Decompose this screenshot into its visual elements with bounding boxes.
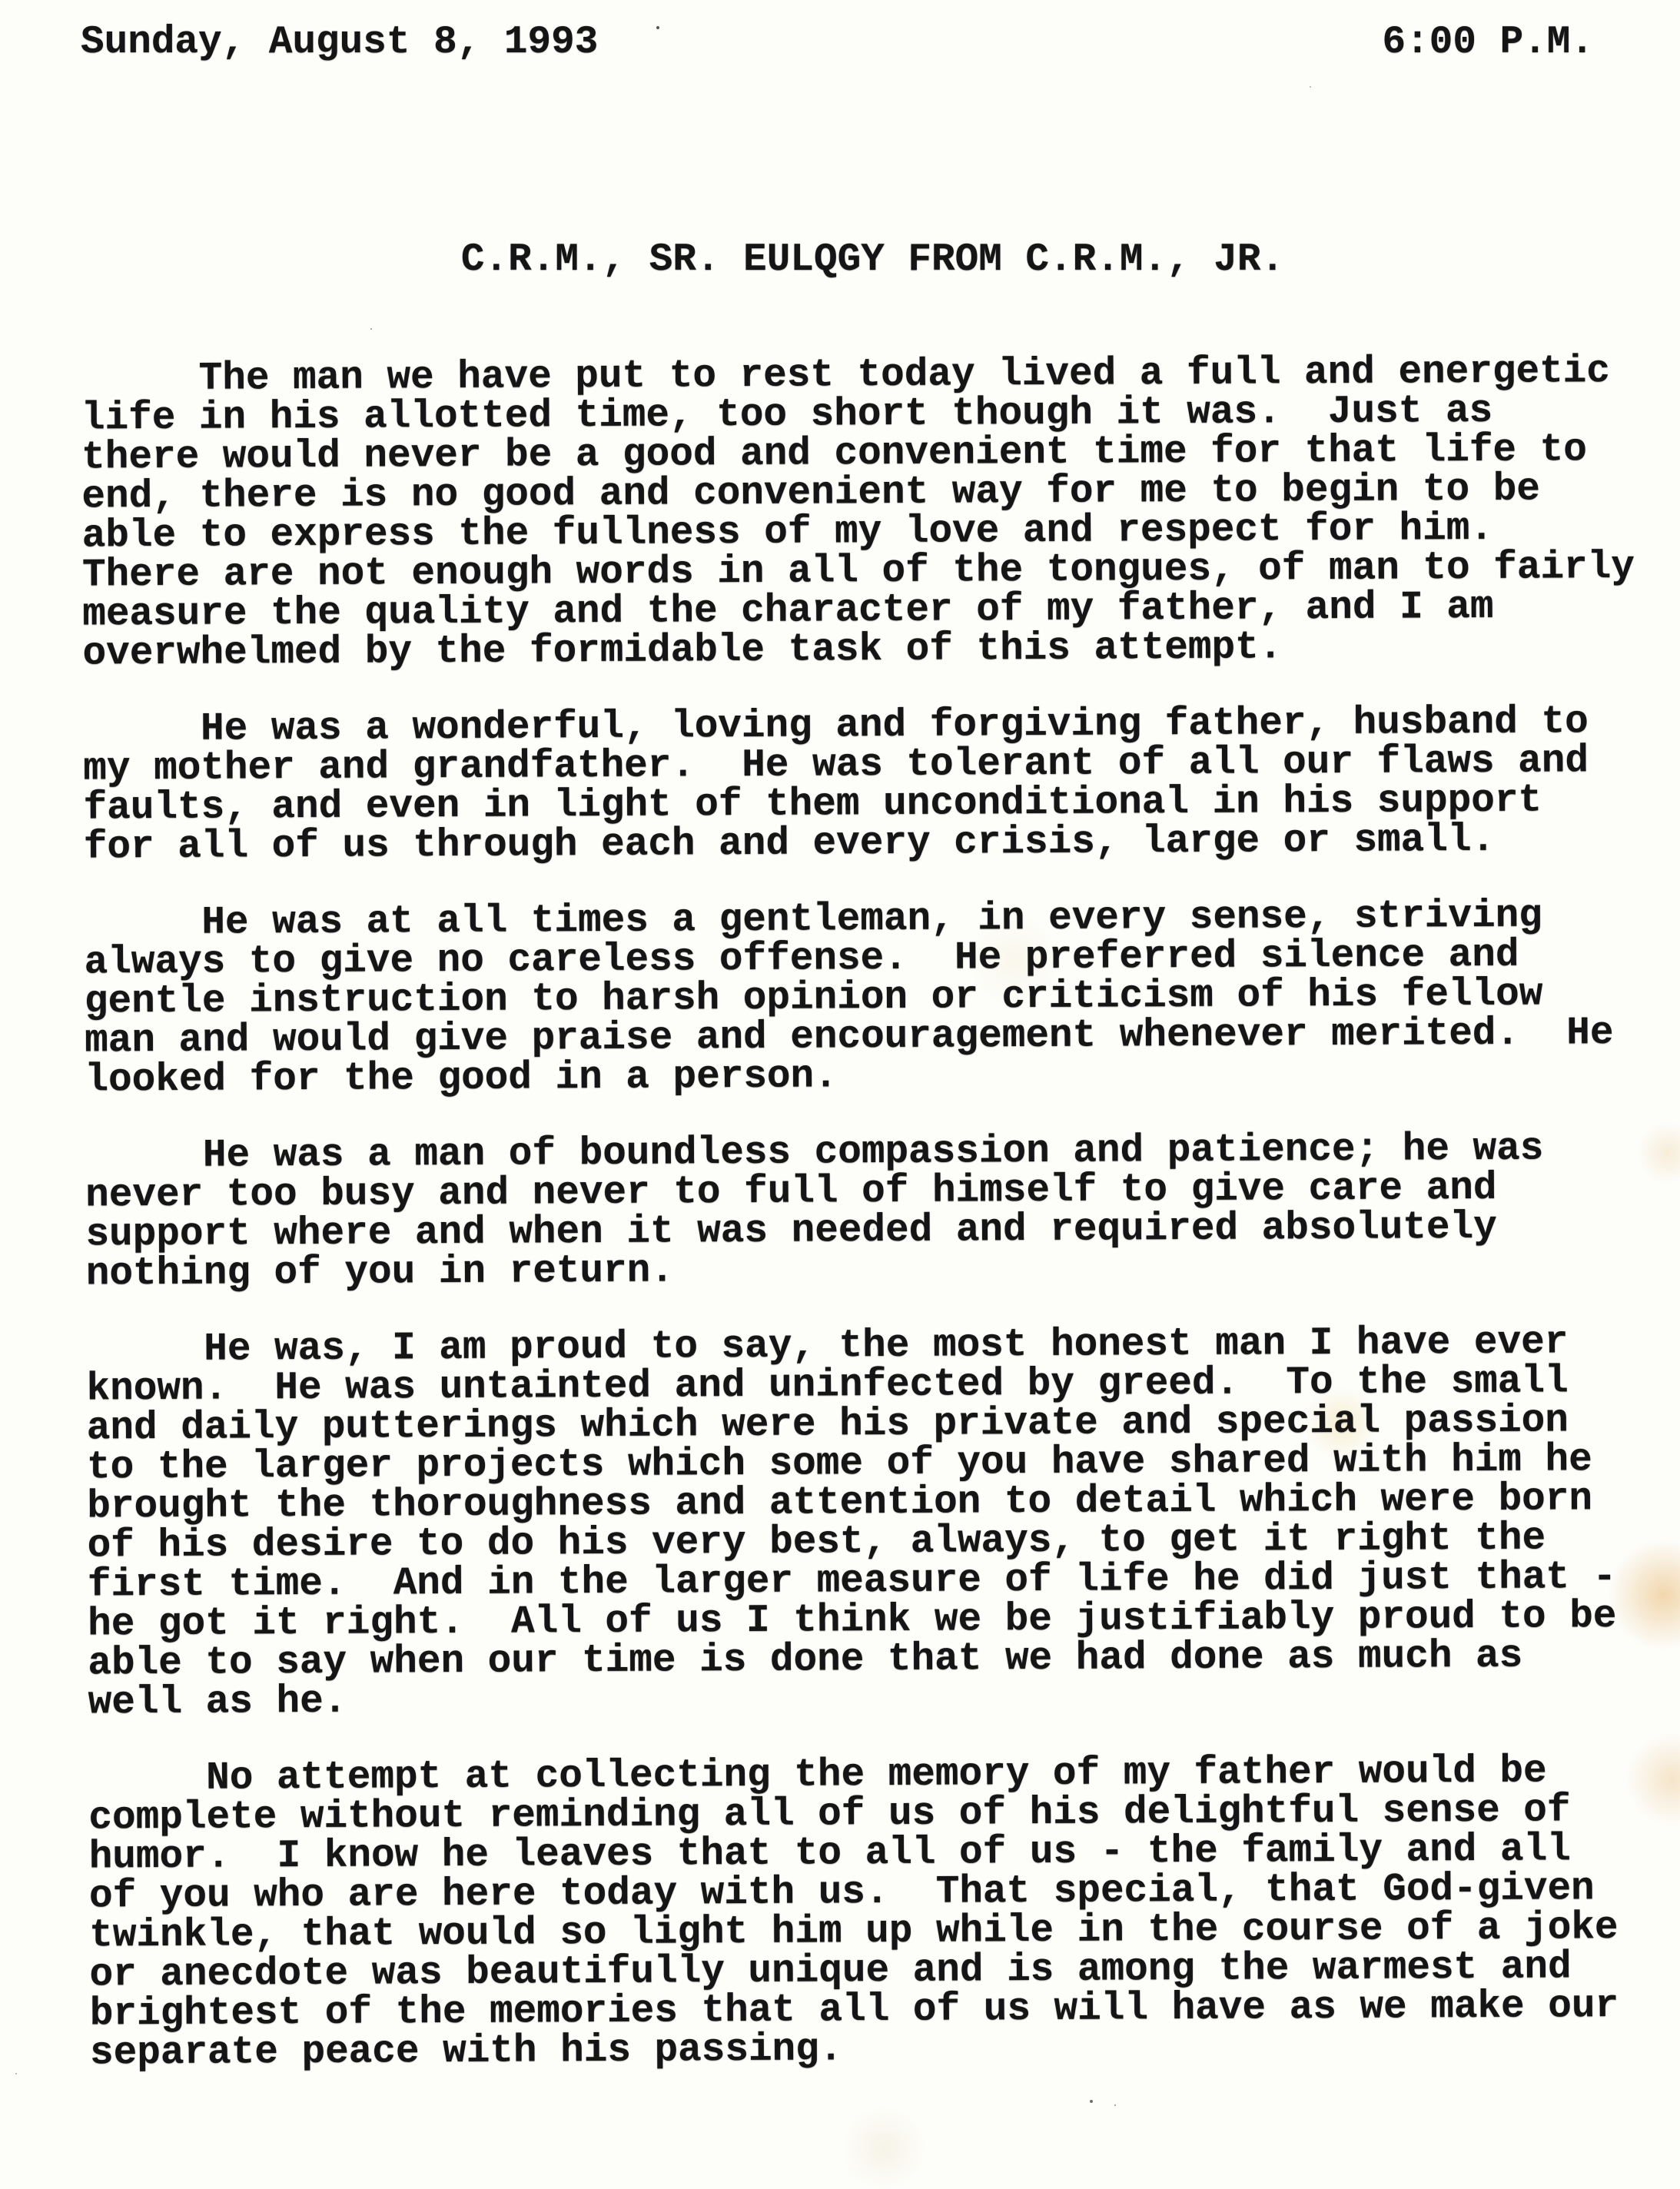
- document-date: Sunday, August 8, 1993: [81, 21, 599, 65]
- paragraph: He was a wonderful, loving and forgiving father, husband to my mother and grandfather. He was tolerant of all our flaws and faults, and even in light of them unconditional in his support for all of us through each and every crisis, large or small.: [83, 700, 1589, 870]
- document-body: [0, 271, 1680, 2074]
- document-title: C.R.M., SR. EULQGY FROM C.R.M., JR.: [460, 238, 1285, 282]
- document-time: 6:00 P.M.: [1382, 21, 1594, 65]
- document-header: [0, 0, 1680, 65]
- paragraph: He was at all times a gentleman, in every sense, striving always to give no careless offense. He preferred silence and gentle instruction to harsh opinion or criticism of his fellow man and would give praise and encouragement whenever merited. He looked for the good in a person.: [84, 894, 1614, 1103]
- paragraph: He was a man of boundless compassion and patience; he was never too busy and never to full of himself to give care and support where and when it was needed and required absolutely nothing of you in return.: [85, 1127, 1544, 1297]
- paragraph: The man we have put to rest today lived a full and energetic life in his allotted time, too short though it was. Just as there would never be a good and convenient time for that life to end, there is no good and convenient way for me to begin to be able to express the fullness of my love and respect for him. There are not enough words in all of the tongues, of man to fairly measure the quality and the character of my father, and I am overwhelmed by the formidable task of this attempt.: [81, 350, 1635, 676]
- paragraph: No attempt at collecting the memory of my father would be complete without reminding all of us of his delightful sense of humor. I know he leaves that to all of us - the family and all of you who are here today with us. That special, that God-given twinkle, that would so light him up while in the course of a joke or anecdote was beautifully unique and is among the warmest and brightest of the memories that all of us will have as we make our separate peace with his passing.: [88, 1749, 1619, 2076]
- paragraph: He was, I am proud to say, the most honest man I have ever known. He was untainted and uninfected by greed. To the small and daily putterings which were his private and special passion to the larger projects which some of you have shared with him he brought the thoroughness and attention to detail which were born of his desire to do his very best, always, to get it right the first time. And in the larger measure of life he did just that - he got it right. All of us I think we be justifiably proud to be able to say when our time is done that we had done as much as well as he.: [86, 1320, 1617, 1726]
